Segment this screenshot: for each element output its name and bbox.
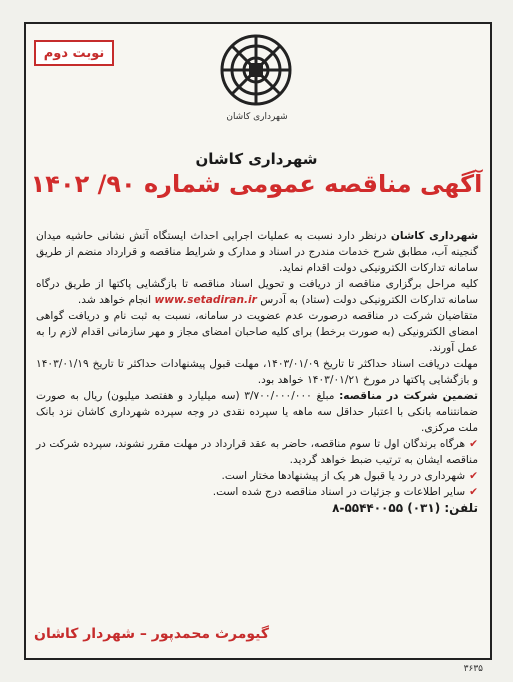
paragraph-5 [36,388,478,436]
paragraph-1 [36,228,478,276]
bullet-2-text: شهرداری در رد یا قبول هر یک از پیشنهادها مختار است. [221,470,466,482]
paragraph-4 [36,356,478,388]
footer-code: ۳۶۳۵ [463,664,483,674]
notice-body [36,228,478,516]
logo-caption: شهرداری کاشان [226,112,288,122]
paragraph-4-text: مهلت دریافت اسناد حداکثر تا تاریخ ۱۴۰۳/۰۱/۰۹، مهلت قبول پیشنهادات حداکثر تا تاریخ ۱۴۰۳/۰۱/۱۹ و بازگشایی پاکتها در مورخ ۱۴۰۳/۰۱/۲۱ خواهد بود. [36,358,478,386]
phone-number: (۰۳۱) ۵۵۴۴۰۰۵۵-۸ [332,501,441,515]
paragraph-1-text: درنظر دارد نسبت به عملیات اجرایی احداث ایستگاه آتش نشانی حاشیه میدان گنجینه آب، مطابق شرح خدمات مندرج در اسناد و مدارک و شرایط مناقصه و قرارداد منضم از طریق سامانه تدارکات الکترونیکی دولت اقدام نماید. [36,230,478,274]
paragraph-1-lead: شهرداری کاشان [390,230,478,242]
bullet-3-text: سایر اطلاعات و جزئیات در اسناد مناقصه درج شده است. [212,486,466,498]
paragraph-3-text: متقاضیان شرکت در مناقصه درصورت عدم عضویت در سامانه، نسبت به ثبت نام و دریافت گواهی امضای الکترونیکی (به صورت برخط) برای کلیه صاحبان امضای مجاز و مهر سازمانی اقدام لازم را به عمل آورند. [36,310,478,354]
municipality-logo-icon [207,30,305,118]
setad-url-link[interactable]: www.setadiran.ir [154,294,257,306]
bullet-1 [36,436,478,468]
check-icon: ✔ [469,470,478,482]
bullet-1-text: هرگاه برندگان اول تا سوم مناقصه، حاضر به عقد قرارداد در مهلت مقرر نشوند، سپرده شرکت در مناقصه ایشان به ترتیب ضبط خواهد گردید. [36,438,478,466]
bullet-3 [36,484,478,500]
org-name: شهرداری کاشان [195,150,318,168]
notice-title: آگهی مناقصه عمومی شماره ۹۰/ ۱۴۰۲ [30,170,483,198]
bullet-2 [36,468,478,484]
paragraph-5-lead: تضمین شرکت در مناقصه: [339,390,479,402]
paragraph-2-suffix: انجام خواهد شد. [77,294,152,306]
round-badge: نوبت دوم [34,40,114,66]
paragraph-3 [36,308,478,356]
check-icon: ✔ [469,486,478,498]
paragraph-2-text: کلیه مراحل برگزاری مناقصه از دریافت و تحویل اسناد مناقصه تا بازگشایی پاکتها از طریق درگاه سامانه تدارکات الکترونیکی دولت (ستاد) به آدرس [36,278,478,306]
paragraph-5-text: مبلغ ۳/۷۰۰/۰۰۰/۰۰۰ (سه میلیارد و هفتصد میلیون) ریال به صورت ضمانتنامه بانکی با اعتبار حداقل سه ماهه یا سپرده نقدی در وجه سپرده شهرداری کاشان نزد بانک ملت مرکزی. [36,390,478,434]
paragraph-2 [36,276,478,308]
check-icon: ✔ [469,438,478,450]
phone-label: تلفن: [444,501,478,515]
signature: گیومرث محمدپور – شهردار کاشان [34,626,270,642]
phone-line [36,500,478,516]
